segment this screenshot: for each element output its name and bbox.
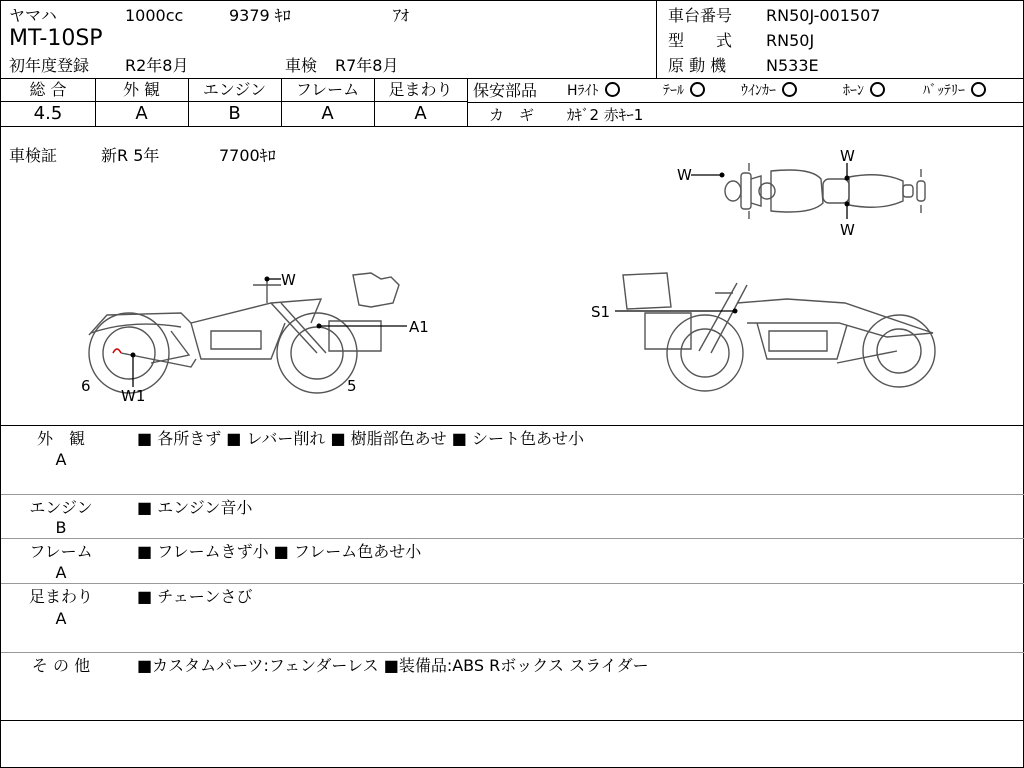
rule [1, 583, 1024, 584]
remark-label: 外 観 [36, 429, 85, 448]
cert-price: 7700ｷﾛ [219, 146, 276, 165]
rule [467, 78, 468, 126]
score-exterior: A [135, 103, 148, 124]
odometer: 9379 ｷﾛ [229, 6, 291, 25]
bike-top-view-diagram [671, 141, 951, 241]
first-registration-value: R2年8月 [125, 56, 189, 75]
ok-circle-icon [605, 82, 620, 97]
remark-grade: B [55, 518, 67, 537]
score-engine: B [228, 103, 241, 124]
damage-marker: 5 [347, 377, 357, 395]
type-label: 型 式 [668, 31, 733, 50]
remark-grade: A [55, 563, 67, 582]
score-header-overall: 総 合 [29, 80, 67, 99]
remark-grade: A [55, 609, 67, 628]
score-header-exterior: 外 観 [122, 80, 161, 99]
engine-model-value: N533E [766, 56, 819, 75]
rule [1, 538, 1024, 539]
engine-model-label: 原 動 機 [668, 56, 727, 75]
remark-text: ■ エンジン音小 [137, 498, 253, 517]
remark-label: そ の 他 [31, 656, 91, 675]
damage-marker: A1 [409, 318, 429, 336]
key-value: ｶｷﾞ2 赤ｷｰ1 [567, 106, 644, 124]
rule [467, 102, 1024, 103]
model-name: MT-10SP [9, 26, 103, 51]
score-header-frame: フレーム [295, 80, 360, 99]
safety-item-battery: ﾊﾞｯﾃﾘｰ [923, 82, 986, 100]
safety-item-tail: ﾃｰﾙ [663, 82, 705, 100]
rule [1, 494, 1024, 495]
rule [1, 425, 1024, 426]
cert-value: 新R 5年 [101, 146, 160, 165]
rule [1, 720, 1024, 721]
remark-label: フレーム [29, 542, 93, 561]
score-overall: 4.5 [33, 103, 63, 124]
inspection-value: R7年8月 [335, 56, 399, 75]
rule [1, 652, 1024, 653]
ok-circle-icon [870, 82, 885, 97]
remark-text: ■ 各所きず ■ レバー削れ ■ 樹脂部色あせ ■ シート色あせ小 [137, 429, 584, 448]
ok-circle-icon [782, 82, 797, 97]
damage-marker: W [840, 147, 855, 165]
remark-label: エンジン [29, 498, 93, 517]
inspection-label: 車検 [285, 56, 318, 75]
score-suspension: A [414, 103, 427, 124]
score-header-engine: エンジン [202, 80, 267, 99]
ok-circle-icon [971, 82, 986, 97]
damage-marker: W1 [121, 387, 146, 405]
frame-number-label: 車台番号 [668, 6, 733, 25]
key-label: カ ギ [489, 106, 535, 124]
cert-label: 車検証 [9, 146, 58, 165]
score-frame: A [321, 103, 334, 124]
first-registration-label: 初年度登録 [9, 56, 90, 75]
rule [1, 126, 1024, 127]
maker: ヤマハ [9, 6, 57, 25]
safety-item-headlight: Hﾗｲﾄ [567, 82, 620, 100]
safety-parts-label: 保安部品 [473, 81, 538, 100]
damage-marker: W [840, 221, 855, 239]
safety-item-horn: ﾎｰﾝ [843, 82, 885, 100]
rule [1, 101, 467, 102]
damage-marker: S1 [591, 303, 611, 321]
ok-circle-icon [690, 82, 705, 97]
frame-number-value: RN50J-001507 [766, 6, 881, 25]
body-color: ｱｵ [393, 6, 410, 25]
bike-left-side-diagram [71, 263, 451, 413]
safety-item-winker: ｳｲﾝｶｰ [741, 82, 797, 100]
damage-marker: 6 [81, 377, 91, 395]
remark-grade: A [55, 450, 67, 469]
rule [1, 78, 1024, 79]
damage-marker: W [677, 166, 692, 184]
remark-text: ■ フレームきず小 ■ フレーム色あせ小 [137, 542, 422, 561]
remark-label: 足まわり [28, 587, 93, 606]
displacement: 1000cc [125, 6, 184, 25]
damage-marker: W [281, 271, 296, 289]
header-divider [656, 1, 657, 78]
bike-right-side-diagram [587, 263, 947, 393]
remark-text: ■ チェーンさび [137, 587, 253, 606]
type-value: RN50J [766, 31, 815, 50]
remark-text: ■カスタムパーツ:フェンダーレス ■装備品:ABS Rボックス スライダー [137, 656, 649, 675]
score-header-suspension: 足まわり [388, 80, 453, 99]
